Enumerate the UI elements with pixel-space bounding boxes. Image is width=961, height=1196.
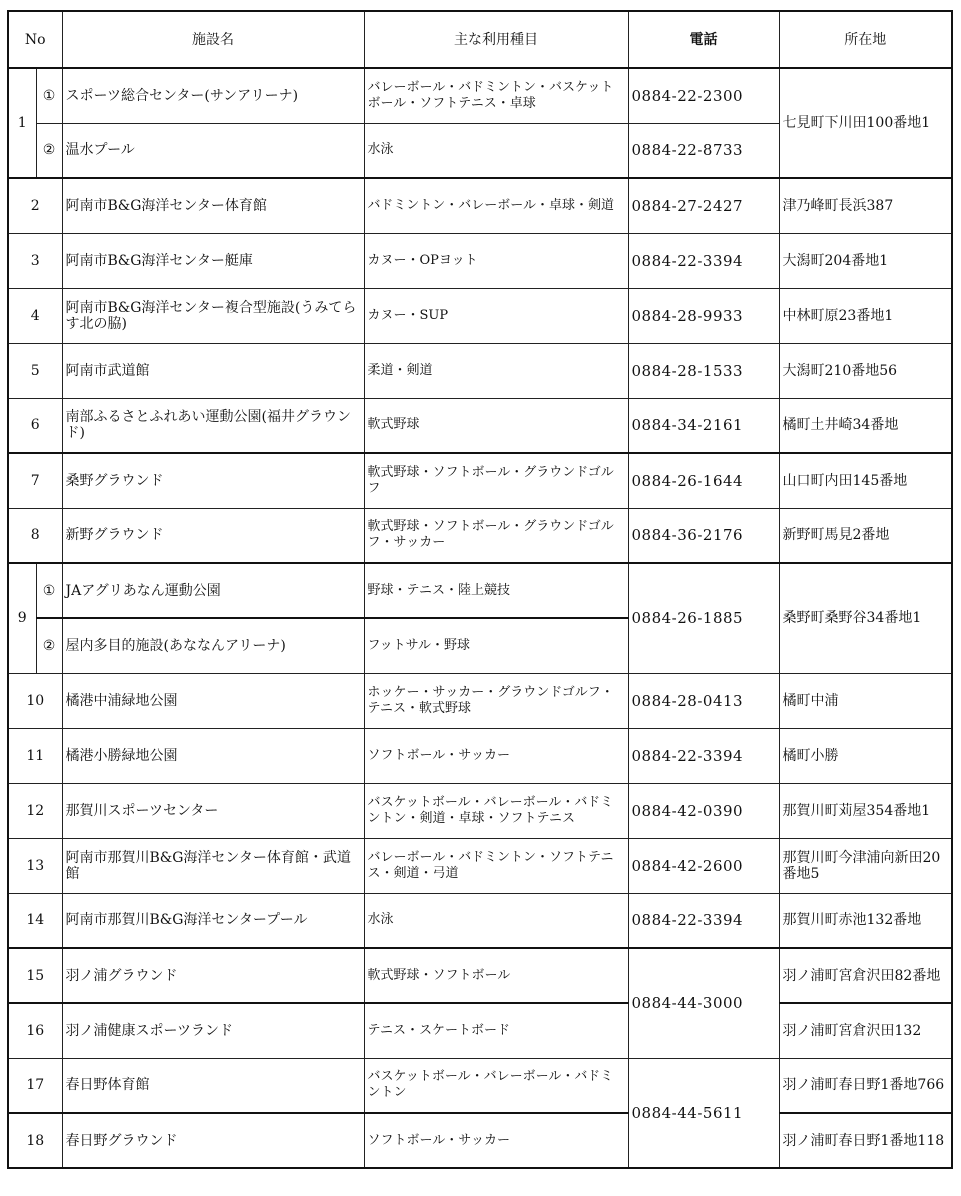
table-row <box>8 68 952 123</box>
row-address: 新野町馬見2番地 <box>779 508 952 563</box>
row-address: 橘町土井崎34番地 <box>779 398 952 453</box>
row-no: 16 <box>8 1003 62 1058</box>
row-sub: ① <box>36 563 62 618</box>
row-sports: 軟式野球・ソフトボール <box>364 948 628 1003</box>
row-no: 12 <box>8 783 62 838</box>
header-name: 施設名 <box>62 11 364 68</box>
row-sub: ② <box>36 123 62 178</box>
table-row <box>8 1058 952 1113</box>
row-sports: カヌー・OPヨット <box>364 233 628 288</box>
row-name: 温水プール <box>62 123 364 178</box>
table-row <box>8 1113 952 1168</box>
row-no: 10 <box>8 673 62 728</box>
row-sports: 軟式野球 <box>364 398 628 453</box>
row-phone: 0884-42-0390 <box>628 783 779 838</box>
row-address: 橘町小勝 <box>779 728 952 783</box>
row-name: 春日野グラウンド <box>62 1113 364 1168</box>
row-name: 阿南市武道館 <box>62 343 364 398</box>
facility-table <box>7 10 953 1169</box>
table-row <box>8 178 952 233</box>
row-sports: 水泳 <box>364 123 628 178</box>
header-row <box>8 11 952 68</box>
table-row <box>8 398 952 453</box>
row-address: 羽ノ浦町春日野1番地766 <box>779 1058 952 1113</box>
row-sports: バレーボール・バドミントン・バスケットボール・ソフトテニス・卓球 <box>364 68 628 123</box>
row-address: 那賀川町今津浦向新田20番地5 <box>779 838 952 893</box>
row-no: 15 <box>8 948 62 1003</box>
header-no: No <box>8 11 62 68</box>
row-sports: ソフトボール・サッカー <box>364 728 628 783</box>
row-address: 大潟町210番地56 <box>779 343 952 398</box>
row-name: 阿南市B&G海洋センター複合型施設(うみてらす北の脇) <box>62 288 364 343</box>
row-name: 橘港中浦緑地公園 <box>62 673 364 728</box>
row-name: 春日野体育館 <box>62 1058 364 1113</box>
row-address: 羽ノ浦町宮倉沢田82番地 <box>779 948 952 1003</box>
row-no: 9 <box>8 563 36 673</box>
row-sports: 野球・テニス・陸上競技 <box>364 563 628 618</box>
row-no: 8 <box>8 508 62 563</box>
row-sports: 軟式野球・ソフトボール・グラウンドゴルフ <box>364 453 628 508</box>
row-address: 羽ノ浦町宮倉沢田132 <box>779 1003 952 1058</box>
row-name: JAアグリあなん運動公園 <box>62 563 364 618</box>
table-row <box>8 233 952 288</box>
table-row <box>8 1003 952 1058</box>
row-phone: 0884-22-3394 <box>628 728 779 783</box>
row-no: 7 <box>8 453 62 508</box>
row-sub: ② <box>36 618 62 673</box>
row-address: 山口町内田145番地 <box>779 453 952 508</box>
row-sports: バスケットボール・バレーボール・バドミントン <box>364 1058 628 1113</box>
row-no: 3 <box>8 233 62 288</box>
row-sports: フットサル・野球 <box>364 618 628 673</box>
row-phone: 0884-22-2300 <box>628 68 779 123</box>
row-address: 那賀川町苅屋354番地1 <box>779 783 952 838</box>
row-name: 阿南市B&G海洋センター艇庫 <box>62 233 364 288</box>
table-row <box>8 893 952 948</box>
row-no: 6 <box>8 398 62 453</box>
row-no: 4 <box>8 288 62 343</box>
row-no: 18 <box>8 1113 62 1168</box>
row-no: 5 <box>8 343 62 398</box>
header-address: 所在地 <box>779 11 952 68</box>
row-phone: 0884-27-2427 <box>628 178 779 233</box>
row-name: 羽ノ浦グラウンド <box>62 948 364 1003</box>
table-row <box>8 948 952 1003</box>
row-name: 羽ノ浦健康スポーツランド <box>62 1003 364 1058</box>
row-phone: 0884-36-2176 <box>628 508 779 563</box>
row-phone: 0884-34-2161 <box>628 398 779 453</box>
row-no: 14 <box>8 893 62 948</box>
row-phone: 0884-44-3000 <box>628 948 779 1058</box>
row-name: 南部ふるさとふれあい運動公園(福井グラウンド) <box>62 398 364 453</box>
row-name: スポーツ総合センター(サンアリーナ) <box>62 68 364 123</box>
header-sports: 主な利用種目 <box>364 11 628 68</box>
row-address: 桑野町桑野谷34番地1 <box>779 563 952 673</box>
row-address: 羽ノ浦町春日野1番地118 <box>779 1113 952 1168</box>
table-row <box>8 563 952 618</box>
row-sports: 軟式野球・ソフトボール・グラウンドゴルフ・サッカー <box>364 508 628 563</box>
row-phone: 0884-26-1644 <box>628 453 779 508</box>
row-name: 橘港小勝緑地公園 <box>62 728 364 783</box>
row-no: 13 <box>8 838 62 893</box>
row-name: 桑野グラウンド <box>62 453 364 508</box>
table-row <box>8 343 952 398</box>
row-phone: 0884-28-0413 <box>628 673 779 728</box>
row-sports: ソフトボール・サッカー <box>364 1113 628 1168</box>
row-address: 橘町中浦 <box>779 673 952 728</box>
row-phone: 0884-22-3394 <box>628 233 779 288</box>
table-row <box>8 838 952 893</box>
table-row <box>8 673 952 728</box>
row-sports: 水泳 <box>364 893 628 948</box>
row-phone: 0884-42-2600 <box>628 838 779 893</box>
row-name: 那賀川スポーツセンター <box>62 783 364 838</box>
row-no: 11 <box>8 728 62 783</box>
row-phone: 0884-22-3394 <box>628 893 779 948</box>
row-no: 1 <box>8 68 36 178</box>
row-sports: テニス・スケートボード <box>364 1003 628 1058</box>
row-phone: 0884-44-5611 <box>628 1058 779 1168</box>
row-phone: 0884-28-1533 <box>628 343 779 398</box>
row-address: 津乃峰町長浜387 <box>779 178 952 233</box>
row-name: 阿南市那賀川B&G海洋センタープール <box>62 893 364 948</box>
table-row <box>8 508 952 563</box>
row-sports: バスケットボール・バレーボール・バドミントン・剣道・卓球・ソフトテニス <box>364 783 628 838</box>
row-phone: 0884-28-9933 <box>628 288 779 343</box>
row-address: 那賀川町赤池132番地 <box>779 893 952 948</box>
table-row <box>8 728 952 783</box>
row-name: 新野グラウンド <box>62 508 364 563</box>
row-name: 阿南市B&G海洋センター体育館 <box>62 178 364 233</box>
row-sports: 柔道・剣道 <box>364 343 628 398</box>
row-name: 阿南市那賀川B&G海洋センター体育館・武道館 <box>62 838 364 893</box>
row-sports: ホッケー・サッカー・グラウンドゴルフ・テニス・軟式野球 <box>364 673 628 728</box>
row-no: 17 <box>8 1058 62 1113</box>
row-phone: 0884-22-8733 <box>628 123 779 178</box>
row-name: 屋内多目的施設(あななんアリーナ) <box>62 618 364 673</box>
row-address: 大潟町204番地1 <box>779 233 952 288</box>
row-sports: カヌー・SUP <box>364 288 628 343</box>
row-address: 中林町原23番地1 <box>779 288 952 343</box>
row-sports: バレーボール・バドミントン・ソフトテニス・剣道・弓道 <box>364 838 628 893</box>
table-row <box>8 453 952 508</box>
table-row <box>8 783 952 838</box>
row-address: 七見町下川田100番地1 <box>779 68 952 178</box>
row-sub: ① <box>36 68 62 123</box>
row-phone: 0884-26-1885 <box>628 563 779 673</box>
table-row <box>8 288 952 343</box>
header-phone: 電話 <box>628 11 779 68</box>
row-no: 2 <box>8 178 62 233</box>
row-sports: バドミントン・バレーボール・卓球・剣道 <box>364 178 628 233</box>
